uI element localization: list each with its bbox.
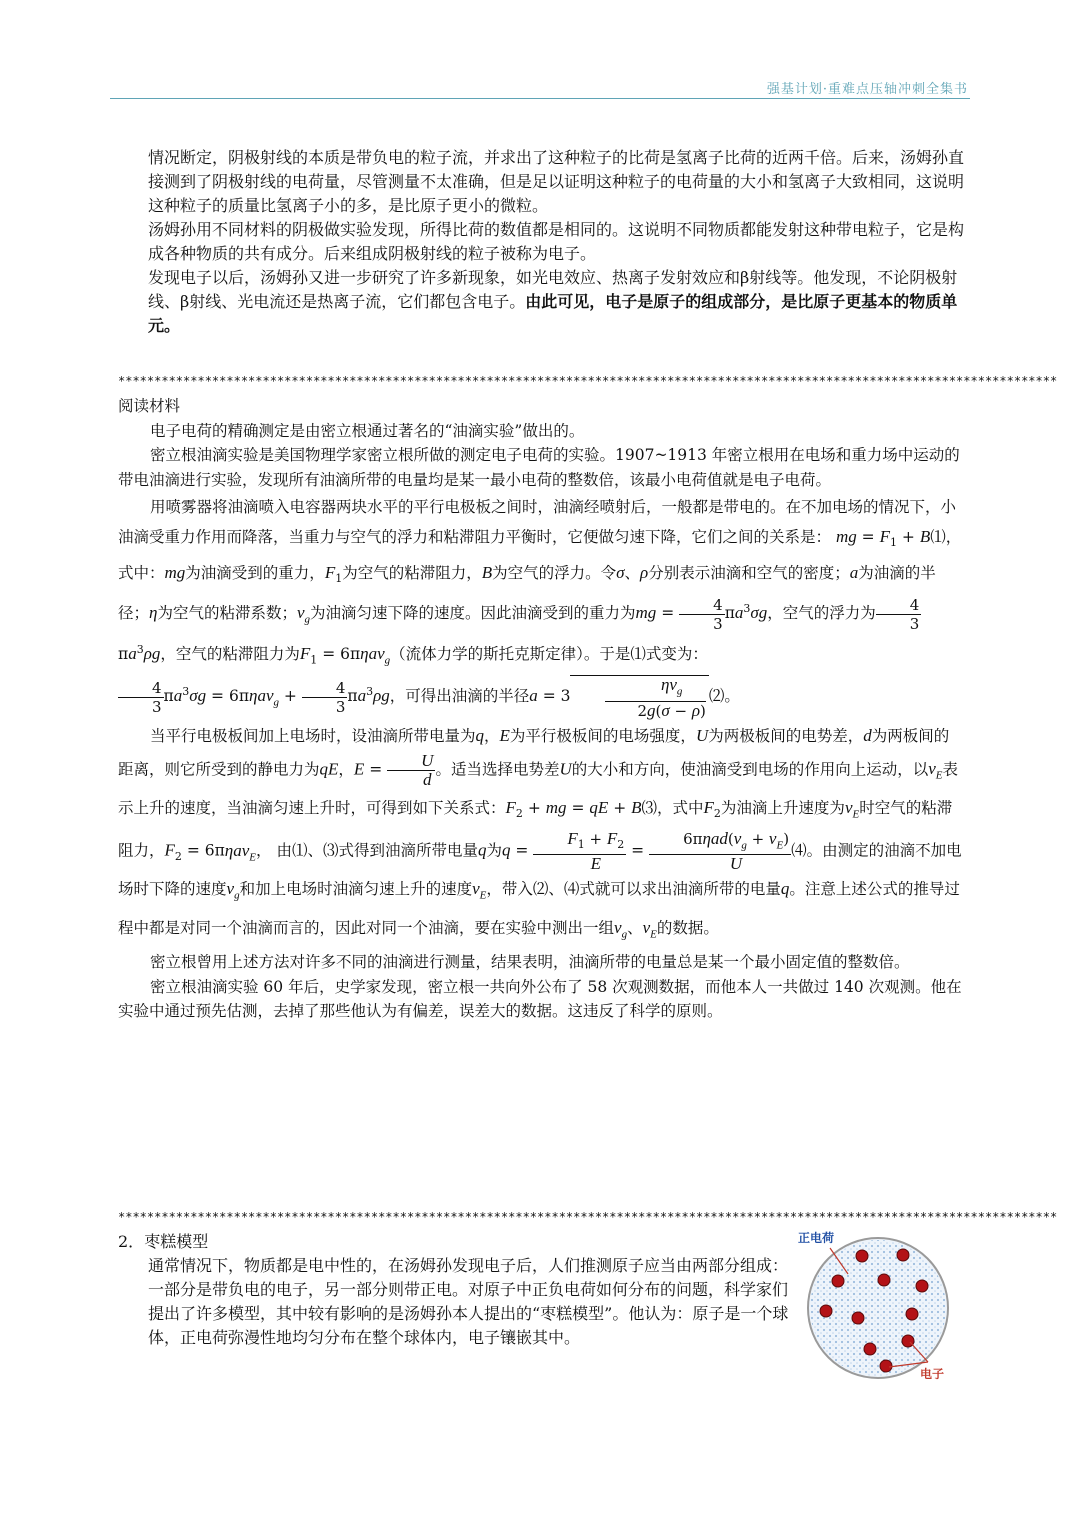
- bold-conclusion: 由此可见，电子是原子的组成部分，是比原子更基本的物质单元。: [148, 292, 958, 335]
- electron: [878, 1274, 890, 1286]
- separator-line: **********************************************************************************************************************************: [118, 374, 1058, 388]
- reading-title: 阅读材料: [118, 397, 181, 415]
- top-section: [148, 146, 964, 338]
- section-2: [118, 1230, 790, 1350]
- electron: [856, 1250, 868, 1262]
- paragraph: 发现电子以后，汤姆孙又进一步研究了许多新现象，如光电效应、热离子发射效应和β射线等。他发现，不论阴极射线、β射线、光电流还是热离子流，它们都包含电子。由此可见，电子是原子的组成部分，是比原子更基本的物质单元。: [148, 268, 958, 335]
- paragraph: 情况断定，阴极射线的本质是带负电的粒子流，并求出了这种粒子的比荷是氢离子比荷的近两千倍。后来，汤姆孙直接测到了阴极射线的电荷量，尽管测量不太准确，但是足以证明这种粒子的电荷量的大小和氢离子大致相同，这说明这种粒子的质量比氢离子小的多，是比原子更小的微粒。: [148, 148, 965, 215]
- electron: [916, 1280, 928, 1292]
- section-heading: 2．枣糕模型: [118, 1232, 209, 1251]
- separator-line: **********************************************************************************************************************************: [118, 1210, 1058, 1224]
- electron: [864, 1343, 876, 1355]
- plum-pudding-figure: [792, 1226, 972, 1386]
- electron: [897, 1249, 909, 1261]
- electron: [820, 1305, 832, 1317]
- positive-charge-label: 正电荷: [798, 1231, 835, 1245]
- paragraph: 用喷雾器将油滴喷入电容器两块水平的平行电极板之间时，油滴经喷射后，一般都是带电的。在不加电场的情况下，小油滴受重力作用而降落，当重力与空气的浮力和粘滞阻力平衡时，它便做匀速下降，它们之间的关系是： mg = $F_1$ + B⑴，式中：mg为油滴受到的重力，$F_1$为空气的粘滞阻力，B为空气的浮力。令σ、ρ分别表示油滴和空气的密度；a为油滴的半径；η为空气的粘滞系数；$v_g$为油滴匀速下降的速度。因此油滴受到的重力为mg = $\frac{4}{3}$ $\pi a^3\sigma g$，空气的浮力为 $\frac{4}{3}$ $\pi a^3\rho g$，空气的粘滞阻力为$F_1 = 6\pi\eta av_g$（流体力学的斯托克斯定律）。于是⑴式变为： $\frac{4}{3}$ $\pi a^3\sigma g = 6\pi\eta av_g$ + $\frac{4}{3}$ $\pi a^3\rho g$，可得出油滴的半径a = 3 $\frac{\eta v_g}{2g(\sigma - \rho)}$ ⑵。: [118, 498, 962, 720]
- paragraph: 电子电荷的精确测定是由密立根通过著名的“油滴实验”做出的。: [150, 421, 585, 440]
- reading-section: [118, 394, 964, 1024]
- paragraph: 当平行电极板间加上电场时，设油滴所带电量为q，E为平行极板间的电场强度，U为两极板间的电势差，d为两板间的距离，则它所受到的静电力为qE，E = $\frac{U}{d}$ 。适当选择电势差U的大小和方向，使油滴受到电场的作用向上运动，以$v_E$表示上升的速度，当油滴匀速上升时，可得到如下关系式：$F_2$ + mg = qE + B⑶，式中$F_2$为油滴上升速度为$v_E$时空气的粘滞阻力，$F_2 = 6\pi\eta av_E$， 由⑴、⑶式得到油滴所带电量q为q = $\frac{F_1 + F_2}{E}$ = $\frac{6\pi\eta ad(v_g + v_E)}{U}$ ⑷。由测定的油滴不加电场时下降的速度$v_g$和加上电场时油滴匀速上升的速度$v_E$，带入⑵、⑷式就可以求出油滴所带的电量q。注意上述公式的推导过程中都是对同一个油滴而言的，因此对同一个油滴，要在实验中测出一组$v_g$、$v_E$的数据。: [118, 725, 962, 941]
- header-rule: [110, 98, 970, 99]
- paragraph: 通常情况下，物质都是电中性的，在汤姆孙发现电子后，人们推测原子应当由两部分组成：一部分是带负电的电子，另一部分则带正电。对原子中正负电荷如何分布的问题，科学家们提出了许多模型，其中较有影响的是汤姆孙本人提出的“枣糕模型”。他认为：原子是一个球体，正电荷弥漫性地均匀分布在整个球体内，电子镶嵌其中。: [148, 1256, 789, 1347]
- electron-label: 电子: [920, 1367, 945, 1381]
- electron: [906, 1308, 918, 1320]
- paragraph: 密立根油滴实验 60 年后，史学家发现，密立根一共向外公布了 58 次观测数据，而他本人一共做过 140 次观测。他在实验中通过预先估测，去掉了那些他认为有偏差，误差大的数据。这违反了科学的原则。: [118, 977, 962, 1021]
- atom-diagram: [792, 1226, 972, 1386]
- electron: [852, 1312, 864, 1324]
- paragraph: 汤姆孙用不同材料的阴极做实验发现，所得比荷的数值都是相同的。这说明不同物质都能发射这种带电粒子，它是构成各种物质的共有成分。后来组成阴极射线的粒子被称为电子。: [148, 220, 965, 263]
- paragraph: 密立根油滴实验是美国物理学家密立根所做的测定电子电荷的实验。1907~1913 年密立根用在电场和重力场中运动的带电油滴进行实验，发现所有油滴所带的电量均是某一最小电荷的整数倍，该最小电荷值就是电子电荷。: [118, 446, 960, 489]
- electron: [880, 1360, 892, 1372]
- paragraph: 密立根曾用上述方法对许多不同的油滴进行测量，结果表明，油滴所带的电量总是某一个最小固定值的整数倍。: [150, 953, 910, 972]
- series-header: 强基计划·重难点压轴冲刺全集书: [766, 82, 968, 97]
- electron: [832, 1275, 844, 1287]
